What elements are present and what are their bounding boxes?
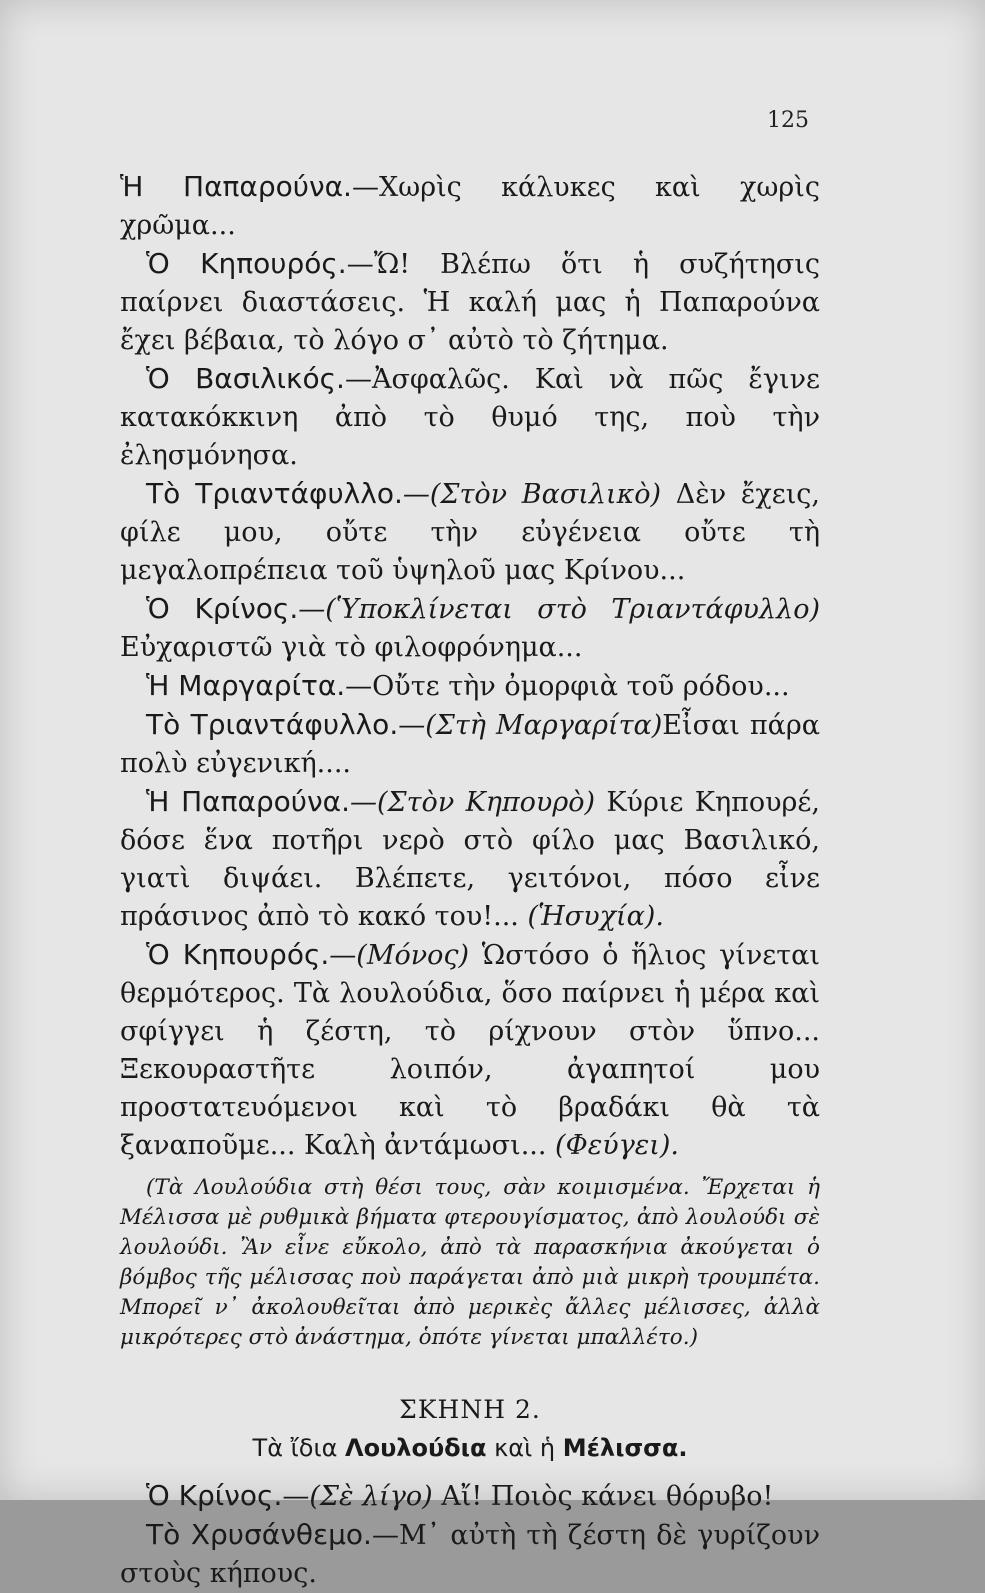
dialogue-line — [120, 936, 820, 1165]
speaker-name: Ὁ Κρίνος. — [146, 592, 299, 625]
dialogue-text: Κύριε Κηπουρέ, δόσε ἕνα ποτῆρι νερὸ στὸ φίλο μας Βασιλικό, γιατὶ διψάει. Βλέπετε, γειτόνοι, πόσο εἶνε πράσινος ἀπὸ τὸ κακό του!... — [120, 787, 820, 932]
speaker-name: Ἡ Παπαρούνα. — [146, 785, 350, 818]
scene-sub-bold: Λουλούδια — [345, 1434, 487, 1462]
stage-note: (Ἡσυχία). — [527, 901, 664, 932]
dialogue-line — [120, 590, 820, 667]
dialogue-line — [120, 783, 820, 936]
stage-note: —(Στὸν Βασιλικὸ) — [402, 479, 662, 510]
dialogue-text: —Ὤ! Βλέπω ὅτι ἡ συζήτησις παίρνει διαστάσεις. Ἡ καλή μας ἡ Παπαρούνα ἔχει βέβαια, τὸ λόγο σ᾽ αὐτὸ τὸ ζήτημα. — [120, 249, 820, 356]
dialogue-text: —Χωρὶς κάλυκες καὶ χωρὶς χρῶμα... — [120, 172, 820, 241]
scene-title: ΣΚΗΝΗ 2. — [399, 1395, 541, 1424]
dialogue-line — [120, 475, 820, 590]
page-number: 125 — [767, 108, 809, 133]
speaker-name: Ὁ Κηπουρός. — [146, 247, 347, 280]
scene-sub-bold: Μέλισσα. — [562, 1434, 688, 1462]
stage-note: —(Ὑποκλίνεται στὸ Τριαντάφυλλο) — [298, 594, 820, 625]
scene-subtitle — [120, 1429, 820, 1467]
dialogue-text: Δὲν ἔχεις, φίλε μου, οὔτε τὴν εὐγένεια οὔτε τὴ μεγαλοπρέπεια τοῦ ὑψηλοῦ μας Κρίνου... — [120, 479, 820, 586]
dialogue-text: Εἶσαι πάρα πολὺ εὐγενική.... — [120, 710, 820, 779]
dialogue-line — [120, 667, 820, 706]
stage-note: (Φεύγει). — [555, 1130, 679, 1161]
speaker-name: Ὁ Κηπουρός. — [146, 938, 330, 971]
play-text — [120, 168, 820, 1593]
dialogue-text: —Μ᾽ αὐτὴ τὴ ζέστη δὲ γυρίζουν στοὺς κήπους. — [120, 1520, 820, 1589]
dialogue-text: Ὡστόσο ὁ ἥλιος γίνεται θερμότερος. Τὰ λουλούδια, ὅσο παίρνει ἡ μέρα καὶ σφίγγει ἡ ζέστη, τὸ ρίχνουν στὸν ὕπνο... Ξεκουραστῆτε λοιπόν, ἀγαπητοί μου προστατευόμενοι καὶ τὸ βραδάκι θὰ τὰ ξαναποῦμε... Καλὴ ἀντάμωσι... — [120, 940, 820, 1161]
dialogue-text: —Οὔτε τὴν ὀμορφιὰ τοῦ ρόδου... — [345, 671, 790, 702]
speaker-name: Ἡ Παπαρούνα. — [120, 170, 352, 203]
speaker-name: Ὁ Βασιλικός. — [146, 362, 345, 395]
stage-note: —(Στὸν Κηπουρὸ) — [350, 787, 596, 818]
dialogue-line — [120, 706, 820, 783]
stage-note: —(Μόνος) — [329, 940, 470, 971]
dialogue-line — [120, 360, 820, 475]
dialogue-line — [120, 1516, 820, 1593]
dialogue-text: Αἴ! Ποιὸς κάνει θόρυβο! — [432, 1481, 774, 1512]
speaker-name: Τὸ Τριαντάφυλλο. — [146, 477, 403, 510]
dialogue-text: Εὐχαριστῶ γιὰ τὸ φιλοφρόνημα... — [120, 632, 583, 663]
stage-note: —(Σὲ λίγο) — [282, 1481, 433, 1512]
dialogue-line — [120, 1477, 820, 1516]
scene-sub-text: Τὰ ἴδια — [252, 1434, 346, 1462]
dialogue-line — [120, 245, 820, 360]
speaker-name: Ἡ Μαργαρίτα. — [146, 669, 346, 702]
speaker-name: Τὸ Τριαντάφυλλο. — [146, 708, 399, 741]
stage-note: —(Στὴ Μαργαρίτα) — [398, 710, 663, 741]
dialogue-line — [120, 168, 820, 245]
dialogue-text: —Ἀσφαλῶς. Καὶ νὰ πῶς ἔγινε κατακόκκινη ἀπὸ τὸ θυμό της, ποὺ τὴν ἐλησμόνησα. — [120, 364, 820, 471]
scene-sub-text: καὶ ἡ — [486, 1434, 563, 1462]
stage-direction: (Τὰ Λουλούδια στὴ θέσι τους, σὰν κοιμισμένα. Ἔρχεται ἡ Μέλισσα μὲ ρυθμικὰ βήματα φτερουγίσματος, ἀπὸ λουλούδι σὲ λουλούδι. Ἂν εἶνε εὔκολο, ἀπὸ τὰ παρασκήνια ἀκούγεται ὁ βόμβος τῆς μέλισσας ποὺ παράγεται ἀπὸ μιὰ μικρὴ τρουμπέτα. Μπορεῖ ν᾽ ἀκολουθεῖται ἀπὸ μερικὲς ἄλλες μέλισσες, ἀλλὰ μικρότερες στὸ ἀνάστημα, ὁπότε γίνεται μπαλλέτο.) — [120, 1175, 820, 1350]
speaker-name: Ὁ Κρίνος. — [146, 1479, 283, 1512]
speaker-name: Τὸ Χρυσάνθεμο. — [146, 1518, 372, 1551]
